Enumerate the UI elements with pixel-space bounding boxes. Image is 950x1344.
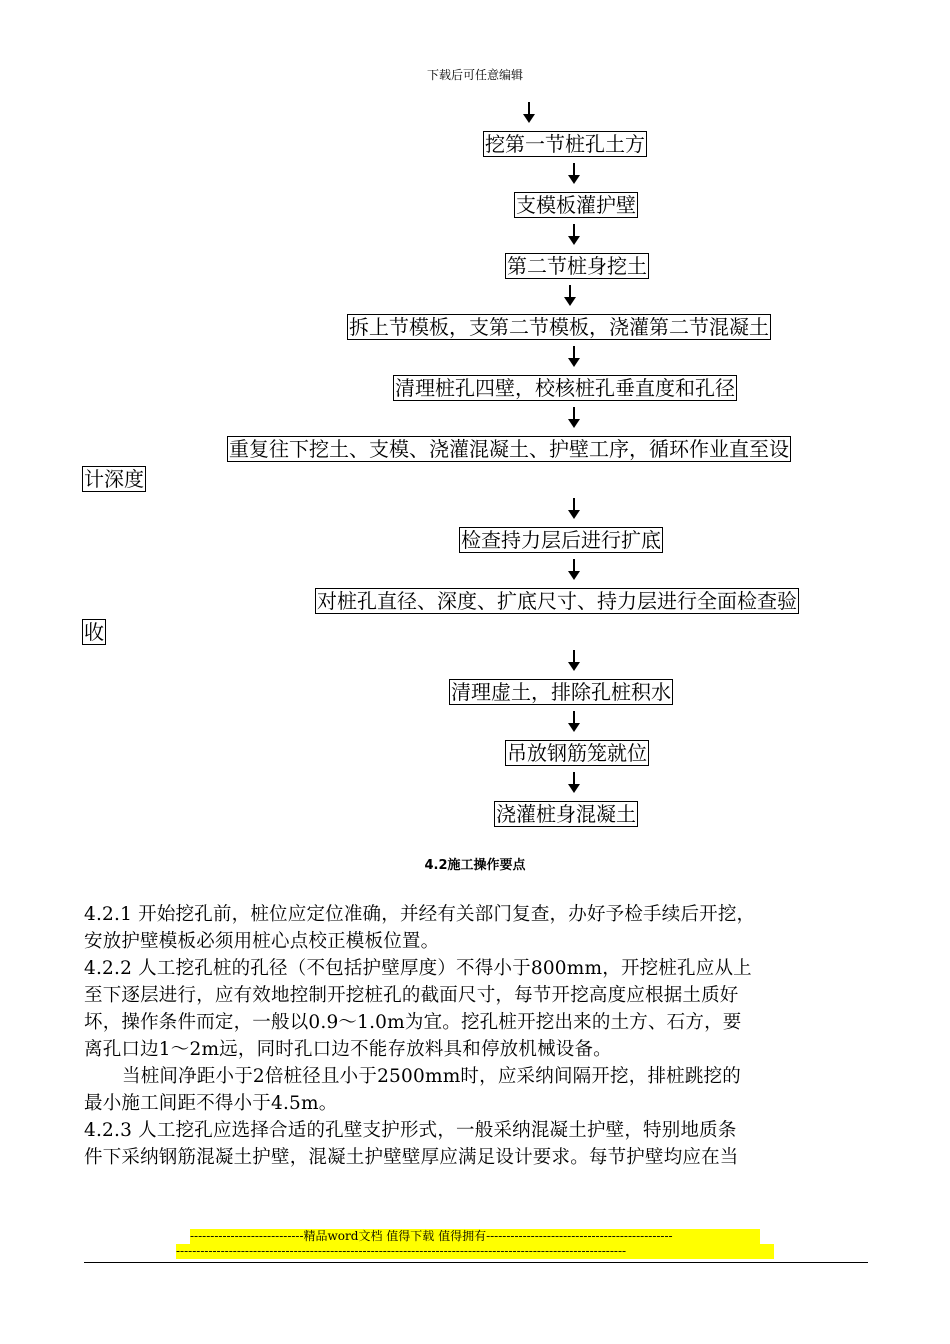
flow-step-7: 检查持力层后进行扩底 [461,528,661,552]
flow-step-8-line2: 收 [84,620,104,644]
paragraph-line: 离孔口边1～2m远，同时孔口边不能存放料具和停放机械设备。 [84,1039,612,1060]
arrow-down-icon [568,407,580,429]
paragraph-line: 4.2.1 开始挖孔前，桩位应定位准确，并经有关部门复查，办好予检手续后开挖， [84,904,756,925]
arrow-down-icon [568,224,580,246]
arrow-down-icon [568,772,580,794]
arrow-down-icon [568,711,580,733]
flow-step-10: 吊放钢筋笼就位 [507,741,647,765]
page-header: 下载后可任意编辑 [426,68,523,82]
paragraph-line: 当桩间净距小于2倍桩径且小于2500mm时，应采纳间隔开挖，排桩跳挖的 [122,1066,741,1087]
paragraph-line: 安放护壁模板必须用桩心点校正模板位置。 [84,931,440,952]
flow-step-5: 清理桩孔四壁，校核桩孔垂直度和孔径 [395,376,735,400]
flow-step-6-line2: 计深度 [84,467,144,491]
arrow-down-icon [564,285,576,307]
flow-step-3: 第二节桩身挖土 [507,254,647,278]
arrow-down-icon [568,498,580,520]
paragraph-line: 4.2.3 人工挖孔应选择合适的孔壁支护形式，一般采纳混凝土护壁，特别地质条 [84,1120,737,1141]
arrow-down-icon [568,346,580,368]
paragraph-line: 至下逐层进行，应有效地控制开挖桩孔的截面尺寸，每节开挖高度应根据土质好 [84,985,739,1006]
flow-step-6-line1: 重复往下挖土、支模、浇灌混凝土、护壁工序，循环作业直至设 [229,437,789,461]
flow-step-8-line1: 对桩孔直径、深度、扩底尺寸、持力层进行全面检查验 [317,589,797,613]
arrow-down-icon [568,163,580,185]
arrow-down-icon [568,559,580,581]
section-title: 4.2施工操作要点 [424,858,526,873]
paragraph-line: 最小施工间距不得小于4.5m。 [84,1093,338,1114]
paragraph-line: 件下采纳钢筋混凝土护壁，混凝土护壁壁厚应满足设计要求。每节护壁均应在当 [84,1147,739,1168]
footer-divider [84,1262,868,1263]
flow-step-2: 支模板灌护壁 [516,193,636,217]
flow-step-4: 拆上节模板，支第二节模板，浇灌第二节混凝土 [349,315,769,339]
footer-banner-dashes: --------------------------------------------------------------------------------------------------------------- [176,1244,774,1259]
paragraph-line: 4.2.2 人工挖孔桩的孔径（不包括护壁厚度）不得小于800mm，开挖桩孔应从上 [84,958,752,979]
arrow-down-icon [568,650,580,672]
paragraph-line: 坏，操作条件而定，一般以0.9～1.0m为宜。挖孔桩开挖出来的土方、石方，要 [84,1012,742,1033]
flow-step-11: 浇灌桩身混凝土 [496,802,636,826]
footer-banner: ----------------------------精品word文档 值得下载 值得拥有---------------------------------------------- [190,1229,760,1244]
flow-step-1: 挖第一节桩孔土方 [485,132,645,156]
flow-step-9: 清理虚土，排除孔桩积水 [451,680,671,704]
arrow-down-icon [523,102,535,124]
